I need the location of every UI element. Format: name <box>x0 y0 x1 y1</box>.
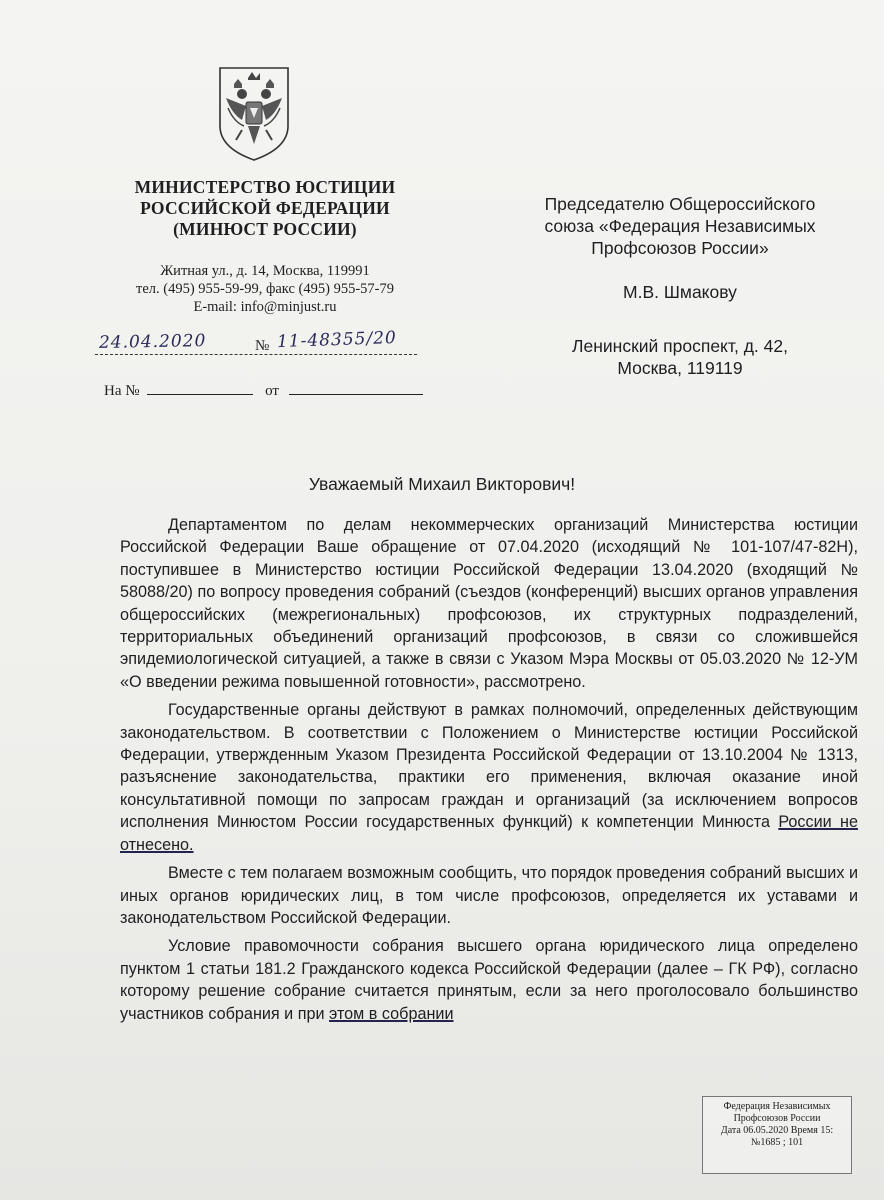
body-paragraph-2-text: Государственные органы действуют в рамках полномочий, определенных действующим законодательством. В соответствии с Положением о Министерстве юстиции Российской Федерации, утвержденным Указом Президента Российской Федерации от 13.10.2004 № 1313, разъяснение законодательства, практики его применения, включая оказание иной консультативной помощи по запросам граждан и организаций (за исключением вопросов исполнения Минюстом России государственных функций) к компетенции Минюста <box>120 701 858 832</box>
body-paragraph-4-underlined: этом в собрании <box>329 1004 454 1023</box>
coat-of-arms-emblem <box>212 64 296 164</box>
registration-number-label: № <box>255 338 270 354</box>
ministry-contacts <box>95 262 435 316</box>
body-paragraph-4-text: Условие правомочности собрания высшего органа юридического лица определено пунктом 1 статьи 181.2 Гражданского кодекса Российской Федерации (далее – ГК РФ), согласно которому решение собрание считается принятым, если за него проголосовало большинство участников собрания и при <box>120 937 858 1023</box>
ministry-title-line3: (МИНЮСТ РОССИИ) <box>173 219 357 239</box>
salutation: Уважаемый Михаил Викторович! <box>308 474 576 494</box>
stamp-line1: Федерация Независимых <box>723 1101 831 1112</box>
body-paragraph-2-underlined: России не отнесено. <box>120 813 858 854</box>
ministry-title-line2: РОССИЙСКОЙ ФЕДЕРАЦИИ <box>140 198 390 218</box>
registration-number: 11-48355/20 <box>276 327 398 353</box>
addressee-street: Ленинский проспект, д. 42, <box>572 336 788 356</box>
registration-date: 24.04.2020 <box>98 331 207 353</box>
ministry-address: Житная ул., д. 14, Москва, 119991 <box>160 263 370 279</box>
addressee-line2: союза «Федерация Независимых <box>544 216 816 236</box>
stamp-line2: Профсоюзов России <box>733 1113 821 1124</box>
ministry-email: E-mail: info@minjust.ru <box>193 299 337 315</box>
reference-from-label: от <box>265 383 279 399</box>
reference-date-blank <box>289 382 423 395</box>
body-paragraph-1: Департаментом по делам некоммерческих организаций Министерства юстиции Российской Федерации Ваше обращение от 07.04.2020 (исходящий № 101-107/47-82Н), поступившее в Министерство юстиции Российской Федерации 13.04.2020 (входящий № 58088/20) по вопросу проведения собраний (съездов (конференций) высших органов управления общероссийских (межрегиональных) профсоюзов, их структурных подразделений, территориальных объединений организаций профсоюзов, в связи со сложившейся эпидемиологической ситуацией, а также в связи с Указом Мэра Москвы от 05.03.2020 № 12-УМ «О введении режима повышенной готовности», рассмотрено. <box>120 516 858 691</box>
body-paragraph-2 <box>120 699 858 856</box>
ministry-title-line1: МИНИСТЕРСТВО ЮСТИЦИИ <box>134 177 396 197</box>
registration-line <box>95 327 425 358</box>
addressee-name: М.В. Шмакову <box>623 282 737 302</box>
body-paragraph-4 <box>120 935 858 1025</box>
registration-underline <box>95 354 417 355</box>
addressee-line1: Председателю Общероссийского <box>544 194 816 214</box>
stamp-line4: №1685 ; 101 <box>750 1137 804 1148</box>
incoming-registration-stamp <box>702 1096 852 1174</box>
addressee-block <box>520 193 840 379</box>
reference-number-blank <box>147 382 253 395</box>
letter-body <box>120 514 858 1031</box>
reference-number-label: На № <box>104 383 140 399</box>
addressee-line3: Профсоюзов России» <box>591 238 769 258</box>
stamp-line3: Дата 06.05.2020 Время 15: <box>720 1125 834 1136</box>
reference-line <box>104 382 423 400</box>
ministry-title <box>100 177 430 240</box>
ministry-phones: тел. (495) 955-59-99, факс (495) 955-57-79 <box>136 281 394 297</box>
body-paragraph-3: Вместе с тем полагаем возможным сообщить, что порядок проведения собраний высших и иных органов юридических лиц, в том числе профсоюзов, определяется их уставами и законодательством Российской Федерации. <box>120 864 858 927</box>
addressee-city: Москва, 119119 <box>617 358 743 378</box>
